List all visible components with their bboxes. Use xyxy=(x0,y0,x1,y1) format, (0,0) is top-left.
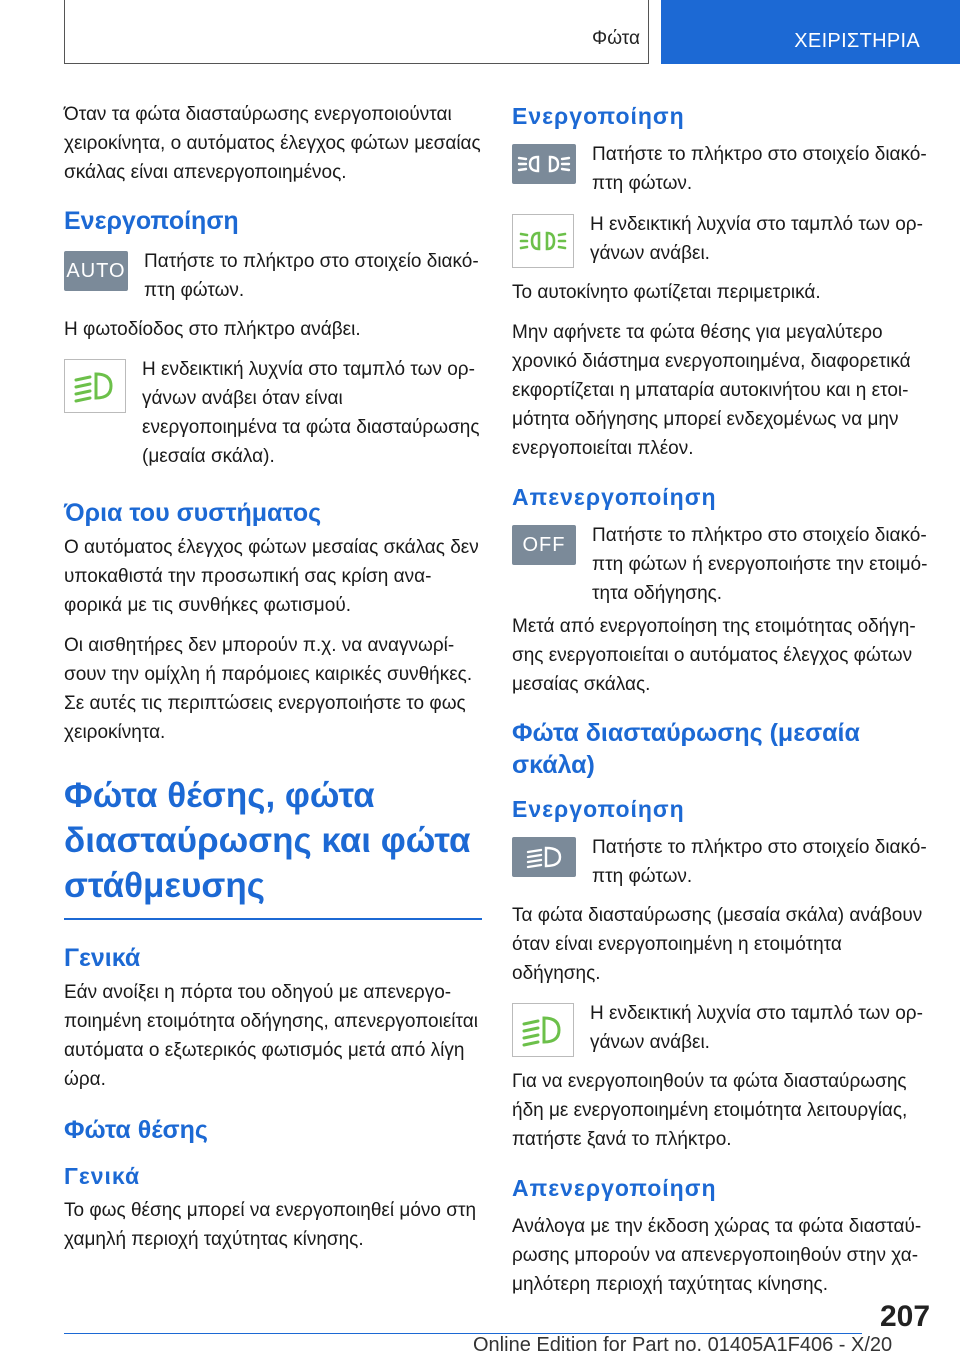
off-instruction xyxy=(512,521,930,608)
auto-instruction-text: Πατήστε το πλήκτρο στο στοιχείο διακόπτη φώτων. xyxy=(144,251,479,301)
heading-position-lights: Φώτα θέσης xyxy=(64,1116,208,1144)
heading-general-2: Γενικά xyxy=(64,1163,141,1189)
parking-instruction-text: Πατήστε το πλήκτρο στο στοιχείο διακόπτη φώτων. xyxy=(592,144,927,194)
intro-paragraph: Όταν τα φώτα διασταύρωσης ενεργοποιούνται χειροκίνητα, ο αυτόματος έλεγχος φώτων μεσαίας σκάλας είναι απενεργοποιημένος. xyxy=(64,104,481,183)
indicator-instruction-3-text: Η ενδεικτική λυχνία στο ταμπλό των οργάνων ανάβει. xyxy=(590,1003,923,1053)
low-beam-indicator-icon-2 xyxy=(512,1003,574,1057)
general-paragraph: Εάν ανοίξει η πόρτα του οδηγού με απενεργοποιημένη ετοιμότητα οδήγησης, απενεργοποιείται αυτόματα ο εξωτερικός φωτισμός μετά από λίγη ώρα. xyxy=(64,982,478,1090)
header-section-title: Φώτα xyxy=(592,28,640,49)
low-beam-instruction-text: Πατήστε το πλήκτρο στο στοιχείο διακόπτη φώτων. xyxy=(592,837,927,887)
heading-low-beam: Φώτα διασταύρωσης (μεσαία σκάλα) xyxy=(512,719,860,779)
led-paragraph: Η φωτοδίοδος στο πλήκτρο ανάβει. xyxy=(64,319,361,340)
after-paragraph: Μετά από ενεργοποίηση της ετοιμότητας οδήγησης ενεργοποιείται ο αυτόματος έλεγχος φώτων μεσαίας σκάλας. xyxy=(512,616,916,695)
heading-deactivation-2: Απενεργοποίηση xyxy=(512,1175,717,1201)
low-beam-indicator-icon xyxy=(64,359,126,413)
indicator-instruction-2-text: Η ενδεικτική λυχνία στο ταμπλό των οργάνων ανάβει. xyxy=(590,214,923,264)
perimeter-paragraph: Το αυτοκίνητο φωτίζεται περιμετρικά. xyxy=(512,282,821,303)
warning-paragraph: Μην αφήνετε τα φώτα θέσης για μεγαλύτερο χρονικό διάστημα ενεργοποιημένα, διαφορετικά εκφορτίζεται η μπαταρία αυτοκινήτου και η ετοιμότητα οδήγησης μπορεί ενδεχομένως να μην ενεργοποιείται πλέον. xyxy=(512,322,911,459)
page-number: 207 xyxy=(880,1300,931,1333)
off-instruction-text: Πατήστε το πλήκτρο στο στοιχείο διακόπτη φώτων ή ενεργοποιήστε την ετοιμότητα οδήγησης. xyxy=(592,525,928,604)
low-beam-button-icon xyxy=(512,837,576,877)
parking-light-indicator-icon xyxy=(512,214,574,268)
heading-lights-main: Φώτα θέσης, φώτα διασταύρωσης και φώτα στάθμευσης xyxy=(64,776,471,905)
low-beam-on-paragraph: Τα φώτα διασταύρωσης (μεσαία σκάλα) ανάβουν όταν είναι ενεργοποιημένη η ετοιμότητα οδήγησης. xyxy=(512,905,923,984)
indicator-instruction-2 xyxy=(512,210,930,268)
heading-system-limits: Όρια του συστήματος xyxy=(64,499,322,527)
limits-paragraph-1: Ο αυτόματος έλεγχος φώτων μεσαίας σκάλας δεν υποκαθιστά την προσωπική σας κρίση αναφορικά με τις συνθήκες φωτισμού. xyxy=(64,537,479,616)
indicator-instruction-1-text: Η ενδεικτική λυχνία στο ταμπλό των οργάνων ανάβει όταν είναι ενεργοποιημένα τα φώτα διασταύρωσης (μεσαία σκάλα). xyxy=(142,359,480,467)
heading-deactivation: Απενεργοποίηση xyxy=(512,484,717,510)
heading-activation-2: Ενεργοποίηση xyxy=(512,796,685,822)
indicator-instruction-1 xyxy=(64,355,482,471)
low-beam-ready-paragraph: Για να ενεργοποιηθούν τα φώτα διασταύρωσης ήδη με ενεργοποιημένη ετοιμότητα λειτουργίας, πατήστε ξανά το πλήκτρο. xyxy=(512,1071,908,1150)
auto-light-button-icon: AUTO xyxy=(64,251,128,291)
heading-rule xyxy=(64,918,482,920)
low-beam-instruction xyxy=(512,833,930,891)
off-button-icon: OFF xyxy=(512,525,576,565)
left-column xyxy=(64,100,482,1265)
header-chapter-label: ΧΕΙΡΙΣΤΗΡΙΑ xyxy=(794,30,920,52)
heading-activation: Ενεργοποίηση xyxy=(64,207,239,235)
edition-text: Online Edition for Part no. 01405A1F406 - X/20 xyxy=(473,1334,893,1356)
limits-paragraph-2: Οι αισθητήρες δεν μπορούν π.χ. να αναγνωρίσουν την ομίχλη ή παρόμοιες καιρικές συνθήκες. Σε αυτές τις περιπτώσεις ενεργοποιήστε το φως χειροκίνητα. xyxy=(64,635,473,743)
parking-instruction xyxy=(512,140,930,198)
auto-instruction xyxy=(64,247,482,305)
position-paragraph: Το φως θέσης μπορεί να ενεργοποιηθεί μόνο στη χαμηλή περιοχή ταχύτητας κίνησης. xyxy=(64,1200,477,1250)
heading-activation-right: Ενεργοποίηση xyxy=(512,103,685,129)
parking-light-button-icon xyxy=(512,144,576,184)
heading-general: Γενικά xyxy=(64,944,141,972)
right-column xyxy=(512,100,930,1310)
indicator-instruction-3 xyxy=(512,999,930,1057)
header-chapter-tab xyxy=(661,0,960,64)
country-paragraph: Ανάλογα με την έκδοση χώρας τα φώτα διασταύρωσης μπορούν να απενεργοποιηθούν στην χαμηλότερη περιοχή ταχύτητας κίνησης. xyxy=(512,1216,922,1295)
